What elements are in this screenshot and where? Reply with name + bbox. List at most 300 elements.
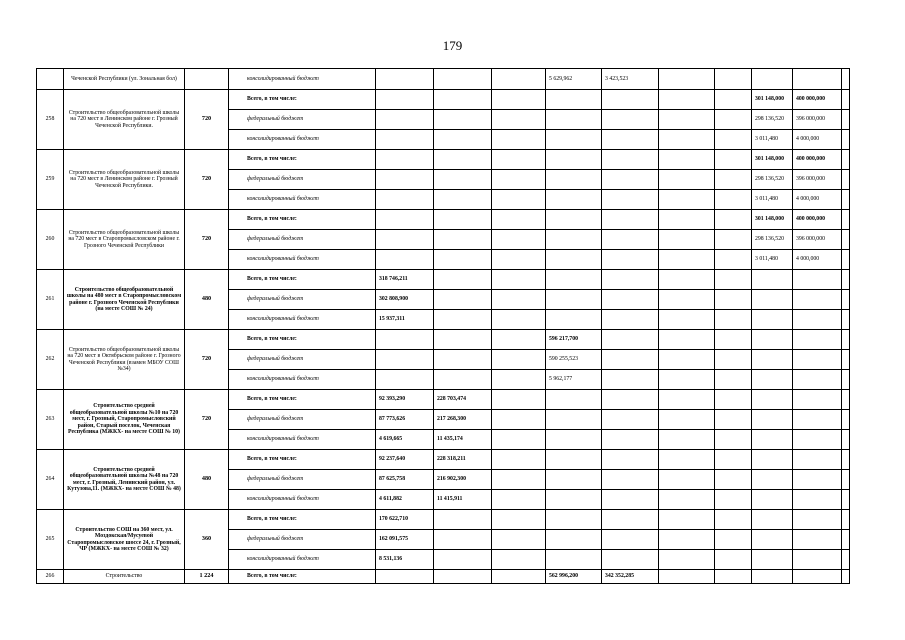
amount-cell: 4 000,000 xyxy=(793,250,842,270)
object-name: Строительство общеобразовательной школы на 720 мест в Старопромысловском районе г. Грозного Чеченской Республики xyxy=(64,210,185,270)
amount-cell xyxy=(376,330,434,350)
empty-cell xyxy=(842,390,850,410)
funding-source: Всего, в том числе: xyxy=(229,210,376,230)
amount-cell xyxy=(546,150,602,170)
amount-cell xyxy=(659,310,715,330)
amount-cell xyxy=(546,550,602,570)
object-name: Строительство xyxy=(64,570,185,584)
table-row xyxy=(37,570,850,584)
amount-cell xyxy=(752,570,793,584)
empty-cell xyxy=(842,270,850,290)
amount-cell xyxy=(434,150,492,170)
empty-cell xyxy=(842,130,850,150)
amount-cell xyxy=(793,530,842,550)
amount-cell xyxy=(752,490,793,510)
amount-cell xyxy=(376,210,434,230)
amount-cell xyxy=(659,230,715,250)
amount-cell xyxy=(715,310,752,330)
amount-cell xyxy=(715,570,752,584)
amount-cell xyxy=(546,190,602,210)
amount-cell: 4 000,000 xyxy=(793,190,842,210)
amount-cell xyxy=(793,510,842,530)
amount-cell: 396 000,000 xyxy=(793,110,842,130)
amount-cell xyxy=(715,370,752,390)
amount-cell xyxy=(492,410,546,430)
table-row xyxy=(37,69,850,90)
funding-source: консолидированный бюджет xyxy=(229,370,376,390)
empty-cell xyxy=(842,150,850,170)
amount-cell: 3 423,523 xyxy=(602,69,659,90)
amount-cell xyxy=(752,270,793,290)
capacity: 360 xyxy=(185,510,229,570)
amount-cell: 590 255,523 xyxy=(546,350,602,370)
amount-cell: 3 011,480 xyxy=(752,130,793,150)
amount-cell xyxy=(793,470,842,490)
row-number: 258 xyxy=(37,90,64,150)
amount-cell xyxy=(602,470,659,490)
row-number: 265 xyxy=(37,510,64,570)
amount-cell xyxy=(752,450,793,470)
amount-cell xyxy=(715,150,752,170)
object-name: Строительство общеобразовательной школы на 720 мест в Ленинском районе г. Грозный Чеченской Республики. xyxy=(64,90,185,150)
amount-cell: 92 237,640 xyxy=(376,450,434,470)
amount-cell xyxy=(715,330,752,350)
empty-cell xyxy=(842,550,850,570)
amount-cell xyxy=(602,530,659,550)
amount-cell xyxy=(602,550,659,570)
table-row xyxy=(37,330,850,350)
amount-cell xyxy=(434,570,492,584)
amount-cell xyxy=(492,370,546,390)
funding-source: Всего, в том числе: xyxy=(229,390,376,410)
amount-cell xyxy=(492,450,546,470)
amount-cell xyxy=(659,69,715,90)
amount-cell: 318 746,211 xyxy=(376,270,434,290)
amount-cell xyxy=(376,170,434,190)
amount-cell xyxy=(715,530,752,550)
amount-cell: 87 773,626 xyxy=(376,410,434,430)
object-name: Чеченской Республики (ул. Зональная бол) xyxy=(64,69,185,90)
funding-source: консолидированный бюджет xyxy=(229,69,376,90)
amount-cell xyxy=(492,490,546,510)
object-name: Строительство средней общеобразовательной школы №48 на 720 мест, г. Грозный, Ленинский район, ул. Кутузова,11. (МЖКХ- на месте СОШ № 48) xyxy=(64,450,185,510)
amount-cell xyxy=(546,250,602,270)
funding-source: консолидированный бюджет xyxy=(229,190,376,210)
amount-cell xyxy=(659,570,715,584)
amount-cell xyxy=(752,530,793,550)
amount-cell xyxy=(793,370,842,390)
amount-cell xyxy=(659,490,715,510)
amount-cell xyxy=(659,410,715,430)
amount-cell xyxy=(602,330,659,350)
funding-source: федеральный бюджет xyxy=(229,110,376,130)
amount-cell xyxy=(659,470,715,490)
empty-cell xyxy=(842,230,850,250)
amount-cell xyxy=(376,110,434,130)
empty-cell xyxy=(842,490,850,510)
amount-cell xyxy=(376,69,434,90)
amount-cell: 562 996,200 xyxy=(546,570,602,584)
amount-cell xyxy=(715,550,752,570)
funding-source: консолидированный бюджет xyxy=(229,310,376,330)
amount-cell xyxy=(434,370,492,390)
amount-cell xyxy=(546,450,602,470)
amount-cell xyxy=(659,510,715,530)
funding-source: федеральный бюджет xyxy=(229,410,376,430)
amount-cell xyxy=(602,90,659,110)
funding-source: федеральный бюджет xyxy=(229,230,376,250)
budget-table xyxy=(36,68,850,584)
amount-cell xyxy=(434,350,492,370)
amount-cell xyxy=(752,550,793,570)
amount-cell xyxy=(434,130,492,150)
amount-cell xyxy=(434,330,492,350)
amount-cell xyxy=(434,110,492,130)
amount-cell xyxy=(659,170,715,190)
amount-cell: 301 148,000 xyxy=(752,150,793,170)
amount-cell xyxy=(602,450,659,470)
amount-cell xyxy=(659,90,715,110)
amount-cell xyxy=(659,450,715,470)
amount-cell xyxy=(715,170,752,190)
amount-cell xyxy=(492,470,546,490)
amount-cell xyxy=(492,150,546,170)
amount-cell xyxy=(602,390,659,410)
amount-cell xyxy=(659,530,715,550)
amount-cell xyxy=(376,190,434,210)
amount-cell: 396 000,000 xyxy=(793,170,842,190)
amount-cell xyxy=(492,510,546,530)
amount-cell xyxy=(715,510,752,530)
empty-cell xyxy=(842,370,850,390)
amount-cell xyxy=(546,390,602,410)
amount-cell xyxy=(602,490,659,510)
funding-source: федеральный бюджет xyxy=(229,170,376,190)
amount-cell xyxy=(492,430,546,450)
empty-cell xyxy=(842,530,850,550)
amount-cell xyxy=(659,290,715,310)
capacity: 480 xyxy=(185,270,229,330)
row-number: 266 xyxy=(37,570,64,584)
amount-cell: 298 136,520 xyxy=(752,170,793,190)
table-row xyxy=(37,90,850,110)
empty-cell xyxy=(842,69,850,90)
amount-cell xyxy=(715,110,752,130)
row-number: 259 xyxy=(37,150,64,210)
row-number xyxy=(37,69,64,90)
page-number: 179 xyxy=(442,38,463,53)
amount-cell xyxy=(602,230,659,250)
amount-cell xyxy=(492,110,546,130)
empty-cell xyxy=(842,290,850,310)
amount-cell xyxy=(492,550,546,570)
amount-cell xyxy=(602,170,659,190)
amount-cell: 4 611,882 xyxy=(376,490,434,510)
amount-cell xyxy=(492,90,546,110)
amount-cell xyxy=(546,270,602,290)
amount-cell xyxy=(546,310,602,330)
amount-cell xyxy=(715,69,752,90)
amount-cell xyxy=(793,350,842,370)
amount-cell xyxy=(546,510,602,530)
amount-cell xyxy=(715,290,752,310)
amount-cell: 396 000,000 xyxy=(793,230,842,250)
amount-cell xyxy=(715,190,752,210)
table-row xyxy=(37,150,850,170)
amount-cell: 400 000,000 xyxy=(793,150,842,170)
amount-cell xyxy=(376,350,434,370)
amount-cell xyxy=(546,130,602,150)
amount-cell xyxy=(434,310,492,330)
amount-cell xyxy=(546,230,602,250)
amount-cell xyxy=(546,90,602,110)
funding-source: консолидированный бюджет xyxy=(229,430,376,450)
amount-cell xyxy=(492,190,546,210)
amount-cell xyxy=(659,370,715,390)
capacity xyxy=(185,69,229,90)
amount-cell xyxy=(659,270,715,290)
amount-cell: 87 625,758 xyxy=(376,470,434,490)
empty-cell xyxy=(842,90,850,110)
amount-cell xyxy=(752,390,793,410)
amount-cell xyxy=(376,90,434,110)
empty-cell xyxy=(842,430,850,450)
object-name: Строительство СОШ на 360 мест, ул. Моздокская/Мусуевой Старопромысловское шоссе 24, г. Грозный, ЧР (МЖКХ- на месте СОШ № 32) xyxy=(64,510,185,570)
object-name: Строительство общеобразовательной школы на 720 мест в Октябрьском районе г. Грозного Чеченской Республики (взамен МБОУ СОШ №34) xyxy=(64,330,185,390)
amount-cell xyxy=(434,210,492,230)
amount-cell xyxy=(715,390,752,410)
amount-cell: 400 000,000 xyxy=(793,90,842,110)
amount-cell: 170 622,710 xyxy=(376,510,434,530)
amount-cell xyxy=(715,430,752,450)
capacity: 480 xyxy=(185,450,229,510)
amount-cell: 301 148,000 xyxy=(752,90,793,110)
amount-cell xyxy=(602,150,659,170)
amount-cell xyxy=(546,290,602,310)
amount-cell xyxy=(492,390,546,410)
amount-cell xyxy=(602,430,659,450)
amount-cell: 92 393,290 xyxy=(376,390,434,410)
amount-cell xyxy=(793,69,842,90)
amount-cell xyxy=(793,550,842,570)
amount-cell: 400 000,000 xyxy=(793,210,842,230)
table-row xyxy=(37,270,850,290)
amount-cell xyxy=(752,350,793,370)
amount-cell xyxy=(715,450,752,470)
amount-cell xyxy=(602,350,659,370)
amount-cell xyxy=(376,150,434,170)
capacity: 1 224 xyxy=(185,570,229,584)
amount-cell xyxy=(715,470,752,490)
funding-source: консолидированный бюджет xyxy=(229,250,376,270)
empty-cell xyxy=(842,250,850,270)
funding-source: Всего, в том числе: xyxy=(229,90,376,110)
funding-source: консолидированный бюджет xyxy=(229,550,376,570)
amount-cell xyxy=(659,190,715,210)
amount-cell xyxy=(793,570,842,584)
amount-cell xyxy=(793,450,842,470)
amount-cell xyxy=(602,410,659,430)
amount-cell xyxy=(715,90,752,110)
amount-cell xyxy=(793,310,842,330)
amount-cell xyxy=(602,310,659,330)
funding-source: федеральный бюджет xyxy=(229,290,376,310)
empty-cell xyxy=(842,210,850,230)
amount-cell xyxy=(659,110,715,130)
table-row xyxy=(37,450,850,470)
amount-cell xyxy=(434,190,492,210)
amount-cell xyxy=(659,550,715,570)
amount-cell xyxy=(434,510,492,530)
amount-cell xyxy=(659,390,715,410)
empty-cell xyxy=(842,310,850,330)
amount-cell xyxy=(492,350,546,370)
amount-cell xyxy=(492,330,546,350)
amount-cell xyxy=(793,430,842,450)
row-number: 261 xyxy=(37,270,64,330)
amount-cell xyxy=(492,570,546,584)
amount-cell xyxy=(793,390,842,410)
capacity: 720 xyxy=(185,330,229,390)
amount-cell xyxy=(752,430,793,450)
empty-cell xyxy=(842,190,850,210)
amount-cell xyxy=(715,210,752,230)
funding-source: федеральный бюджет xyxy=(229,530,376,550)
funding-source: федеральный бюджет xyxy=(229,470,376,490)
row-number: 264 xyxy=(37,450,64,510)
table-row xyxy=(37,510,850,530)
empty-cell xyxy=(842,330,850,350)
object-name: Строительство средней общеобразовательной школы №10 на 720 мест, г. Грозный, Старопромысловский район, Старый поселок, Чеченская Республика (МЖКХ- на месте СОШ № 10) xyxy=(64,390,185,450)
table-body xyxy=(37,69,850,584)
amount-cell xyxy=(752,510,793,530)
amount-cell xyxy=(659,350,715,370)
amount-cell xyxy=(546,170,602,190)
amount-cell xyxy=(659,150,715,170)
row-number: 260 xyxy=(37,210,64,270)
funding-source: федеральный бюджет xyxy=(229,350,376,370)
amount-cell xyxy=(376,250,434,270)
amount-cell xyxy=(715,250,752,270)
amount-cell: 4 000,000 xyxy=(793,130,842,150)
amount-cell xyxy=(752,330,793,350)
amount-cell xyxy=(715,270,752,290)
amount-cell xyxy=(492,69,546,90)
funding-source: Всего, в том числе: xyxy=(229,270,376,290)
amount-cell xyxy=(752,370,793,390)
amount-cell xyxy=(602,370,659,390)
object-name: Строительство общеобразовательной школы на 720 мест в Ленинском районе г. Грозный Чеченской Республики. xyxy=(64,150,185,210)
empty-cell xyxy=(842,170,850,190)
amount-cell xyxy=(546,490,602,510)
amount-cell: 216 902,300 xyxy=(434,470,492,490)
amount-cell: 342 352,285 xyxy=(602,570,659,584)
funding-source: Всего, в том числе: xyxy=(229,570,376,584)
table-row xyxy=(37,390,850,410)
amount-cell xyxy=(492,270,546,290)
amount-cell: 15 937,311 xyxy=(376,310,434,330)
row-number: 263 xyxy=(37,390,64,450)
amount-cell xyxy=(659,250,715,270)
amount-cell: 11 415,911 xyxy=(434,490,492,510)
amount-cell xyxy=(752,69,793,90)
amount-cell xyxy=(434,290,492,310)
amount-cell: 5 962,177 xyxy=(546,370,602,390)
amount-cell xyxy=(434,270,492,290)
amount-cell xyxy=(434,230,492,250)
amount-cell xyxy=(602,250,659,270)
amount-cell xyxy=(659,330,715,350)
amount-cell: 228 703,474 xyxy=(434,390,492,410)
amount-cell xyxy=(492,250,546,270)
empty-cell xyxy=(842,450,850,470)
funding-source: консолидированный бюджет xyxy=(229,490,376,510)
amount-cell xyxy=(602,510,659,530)
amount-cell xyxy=(434,530,492,550)
amount-cell xyxy=(546,530,602,550)
amount-cell: 5 629,962 xyxy=(546,69,602,90)
amount-cell: 228 318,211 xyxy=(434,450,492,470)
amount-cell xyxy=(376,370,434,390)
capacity: 720 xyxy=(185,210,229,270)
amount-cell xyxy=(793,490,842,510)
empty-cell xyxy=(842,470,850,490)
amount-cell xyxy=(715,130,752,150)
row-number: 262 xyxy=(37,330,64,390)
amount-cell xyxy=(752,290,793,310)
amount-cell xyxy=(752,470,793,490)
amount-cell: 11 435,174 xyxy=(434,430,492,450)
amount-cell xyxy=(659,130,715,150)
amount-cell xyxy=(602,190,659,210)
empty-cell xyxy=(842,510,850,530)
amount-cell xyxy=(715,230,752,250)
amount-cell xyxy=(434,250,492,270)
amount-cell xyxy=(752,410,793,430)
amount-cell xyxy=(376,570,434,584)
amount-cell xyxy=(602,110,659,130)
amount-cell xyxy=(434,550,492,570)
amount-cell xyxy=(434,170,492,190)
amount-cell xyxy=(602,290,659,310)
empty-cell xyxy=(842,410,850,430)
amount-cell xyxy=(546,470,602,490)
empty-cell xyxy=(842,570,850,584)
empty-cell xyxy=(842,350,850,370)
amount-cell: 298 136,520 xyxy=(752,110,793,130)
capacity: 720 xyxy=(185,150,229,210)
amount-cell xyxy=(434,69,492,90)
amount-cell xyxy=(715,350,752,370)
capacity: 720 xyxy=(185,390,229,450)
capacity: 720 xyxy=(185,90,229,150)
amount-cell xyxy=(376,230,434,250)
amount-cell xyxy=(376,130,434,150)
amount-cell xyxy=(793,270,842,290)
table-row xyxy=(37,210,850,230)
amount-cell xyxy=(492,170,546,190)
amount-cell: 3 011,480 xyxy=(752,190,793,210)
empty-cell xyxy=(842,110,850,130)
amount-cell xyxy=(492,530,546,550)
amount-cell xyxy=(715,410,752,430)
funding-source: консолидированный бюджет xyxy=(229,130,376,150)
amount-cell xyxy=(546,410,602,430)
funding-source: Всего, в том числе: xyxy=(229,510,376,530)
amount-cell xyxy=(492,210,546,230)
amount-cell: 4 619,665 xyxy=(376,430,434,450)
amount-cell: 217 268,300 xyxy=(434,410,492,430)
